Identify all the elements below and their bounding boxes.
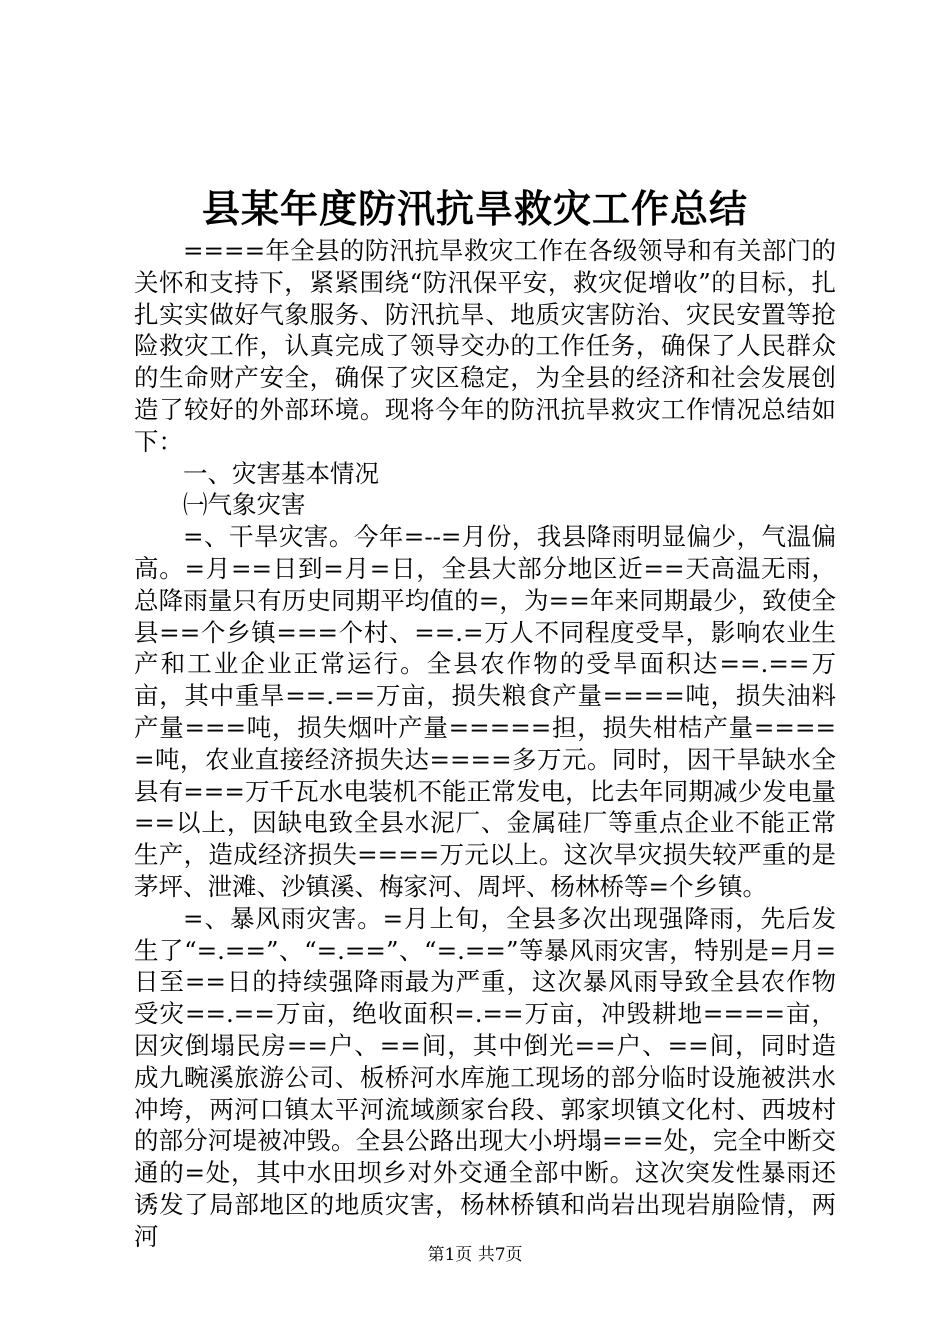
document-title: 县某年度防汛抗旱救灾工作总结	[201, 186, 748, 231]
document-body	[134, 235, 836, 1253]
paragraph-intro: ====年全县的防汛抗旱救灾工作在各级领导和有关部门的关怀和支持下，紧紧围绕“防汛保平安，救灾促增收”的目标，扎扎实实做好气象服务、防汛抗旱、地质灾害防治、灾民安置等抢险救灾工作，认真完成了领导交办的工作任务，确保了人民群众的生命财产安全，确保了灾区稳定，为全县的经济和社会发展创造了较好的外部环境。现将今年的防汛抗旱救灾工作情况总结如下：	[134, 236, 836, 456]
subsection-heading: ㈠气象灾害	[183, 490, 306, 520]
page-number-footer: 第1页 共7页	[427, 1245, 523, 1265]
paragraph-drought: =、干旱灾害。今年=--=月份，我县降雨明显偏少，气温偏高。=月==日到=月=日，全县大部分地区近==天高温无雨，总降雨量只有历史同期平均值的=，为==年来同期最少，致使全县==个乡镇===个村、==.=万人不同程度受旱，影响农业生产和工业企业正常运行。全县农作物的受旱面积达==.==万亩，其中重旱==.==万亩，损失粮食产量====吨，损失油料产量===吨，损失烟叶产量=====担，损失柑桔产量=====吨，农业直接经济损失达====多万元。同时，因干旱缺水全县有===万千瓦水电装机不能正常发电，比去年同期减少发电量==以上，因缺电致全县水泥厂、金属硅厂等重点企业不能正常生产，造成经济损失====万元以上。这次旱灾损失较严重的是茅坪、泄滩、沙镇溪、梅家河、周坪、杨林桥等=个乡镇。	[134, 522, 836, 901]
section-heading: 一、灾害基本情况	[183, 458, 379, 488]
paragraph-storm: =、暴风雨灾害。=月上旬，全县多次出现强降雨，先后发生了“=.==”、“=.==”、“=.==”等暴风雨灾害，特别是=月=日至==日的持续强降雨最为严重，这次暴风雨导致全县农作物受灾==.==万亩，绝收面积=.==万亩，冲毁耕地====亩，因灾倒塌民房==户、==间，其中倒光==户、==间，同时造成九畹溪旅游公司、板桥河水库施工现场的部分临时设施被洪水冲垮，两河口镇太平河流域颜家台段、郭家坝镇文化村、西坡村的部分河堤被冲毁。全县公路出现大小坍塌===处，完全中断交通的=处，其中水田坝乡对外交通全部中断。这次突发性暴雨还诱发了局部地区的地质灾害，杨林桥镇和尚岩出现岩崩险情，两河	[134, 903, 836, 1251]
